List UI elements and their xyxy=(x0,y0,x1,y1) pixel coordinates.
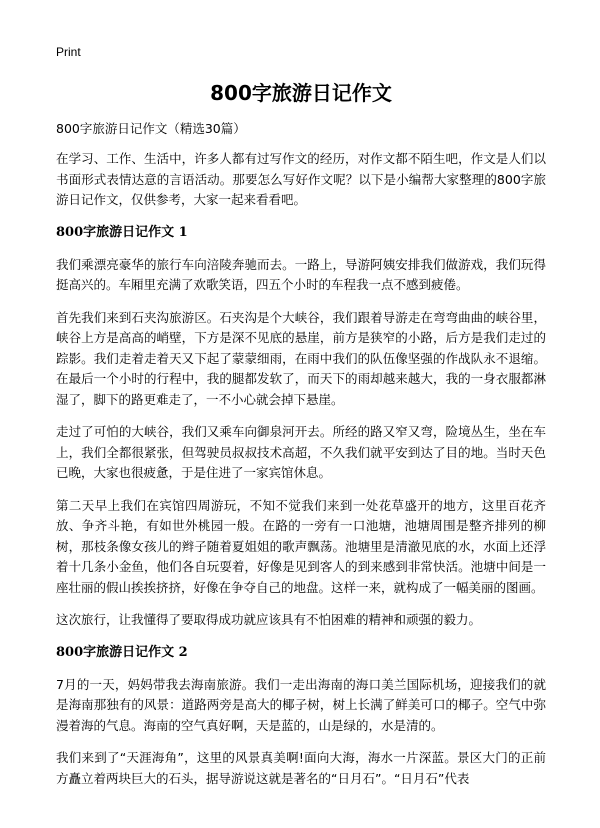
section-1 xyxy=(56,223,546,631)
section-2 xyxy=(56,643,546,790)
paragraph: 走过了可怕的大峡谷，我们又乘车向御泉河开去。所经的路又窄又弯，险境丛生，坐在车上，我们全都很紧张，但驾驶员叔叔技术高超，不久我们就平安到达了目的地。当时天色已晚，大家也很疲惫，于是住进了一家宾馆休息。 xyxy=(56,424,546,480)
intro-paragraph: 在学习、工作、生活中，许多人都有过写作文的经历，对作文都不陌生吧，作文是人们以书面形式表情达意的言语活动。那要怎么写好作文呢？以下是小编帮大家整理的800字旅游日记作文，仅供参考，大家一起来看看吧。 xyxy=(56,151,546,207)
paragraph: 这次旅行，让我懂得了要取得成功就应该具有不怕困难的精神和顽强的毅力。 xyxy=(56,612,482,627)
document-page xyxy=(56,44,546,801)
paragraph: 第二天早上我们在宾馆四周游玩，不知不觉我们来到一处花草盛开的地方，这里百花齐放、争齐斗艳，有如世外桃园一般。在路的一旁有一口池塘，池塘周围是整齐排列的柳树，那枝条像女孩儿的辫子随着夏姐姐的歌声飘荡。池塘里是清澈见底的水，水面上还浮着十几条小金鱼，他们各自玩耍着，好像是见到客人的到来感到非常快活。池塘中间是一座壮丽的假山挨挨挤挤，好像在争夺自己的地盘。这样一来，就构成了一幅美丽的图画。 xyxy=(56,497,546,595)
print-label[interactable]: Print xyxy=(56,45,81,59)
paragraph: 我们乘漂亮豪华的旅行车向涪陵奔驰而去。一路上，导游阿姨安排我们做游戏，我们玩得挺高兴的。车厢里充满了欢歌笑语，四五个小时的车程我一点不感到疲倦。 xyxy=(56,256,546,292)
paragraph: 7月的一天，妈妈带我去海南旅游。我们一走出海南的海口美兰国际机场，迎接我们的就是海南那独有的风景：道路两旁是高大的椰子树，树上长满了鲜美可口的椰子。空气中弥漫着海的气息。海南的空气真好啊，天是蓝的，山是绿的，水是清的。 xyxy=(56,676,546,733)
section-heading: 800字旅游日记作文 1 xyxy=(56,224,188,240)
paragraph: 首先我们来到石夹沟旅游区。石夹沟是个大峡谷，我们跟着导游走在弯弯曲曲的峡谷里，峡谷上方是高高的峭壁，下方是深不见底的悬崖，前方是狭窄的小路，后方是我们走过的踪影。我们走着走着天又下起了蒙蒙细雨，在雨中我们的队伍像坚强的作战队永不退缩。在最后一个小时的行程中，我的腿都发软了，而天下的雨却越来越大，我的一身衣服都淋湿了，脚下的路更难走了，一不小心就会掉下悬崖。 xyxy=(56,309,546,407)
document-subtitle: 800字旅游日记作文（精选30篇） xyxy=(56,121,246,136)
paragraph: 我们来到了“天涯海角”，这里的风景真美啊!面向大海，海水一片深蓝。景区大门的正前方矗立着两块巨大的石头，据导游说这就是著名的“日月石”。“日月石”代表 xyxy=(56,750,546,786)
section-heading: 800字旅游日记作文 2 xyxy=(56,644,188,660)
document-title: 800字旅游日记作文 xyxy=(210,81,392,105)
